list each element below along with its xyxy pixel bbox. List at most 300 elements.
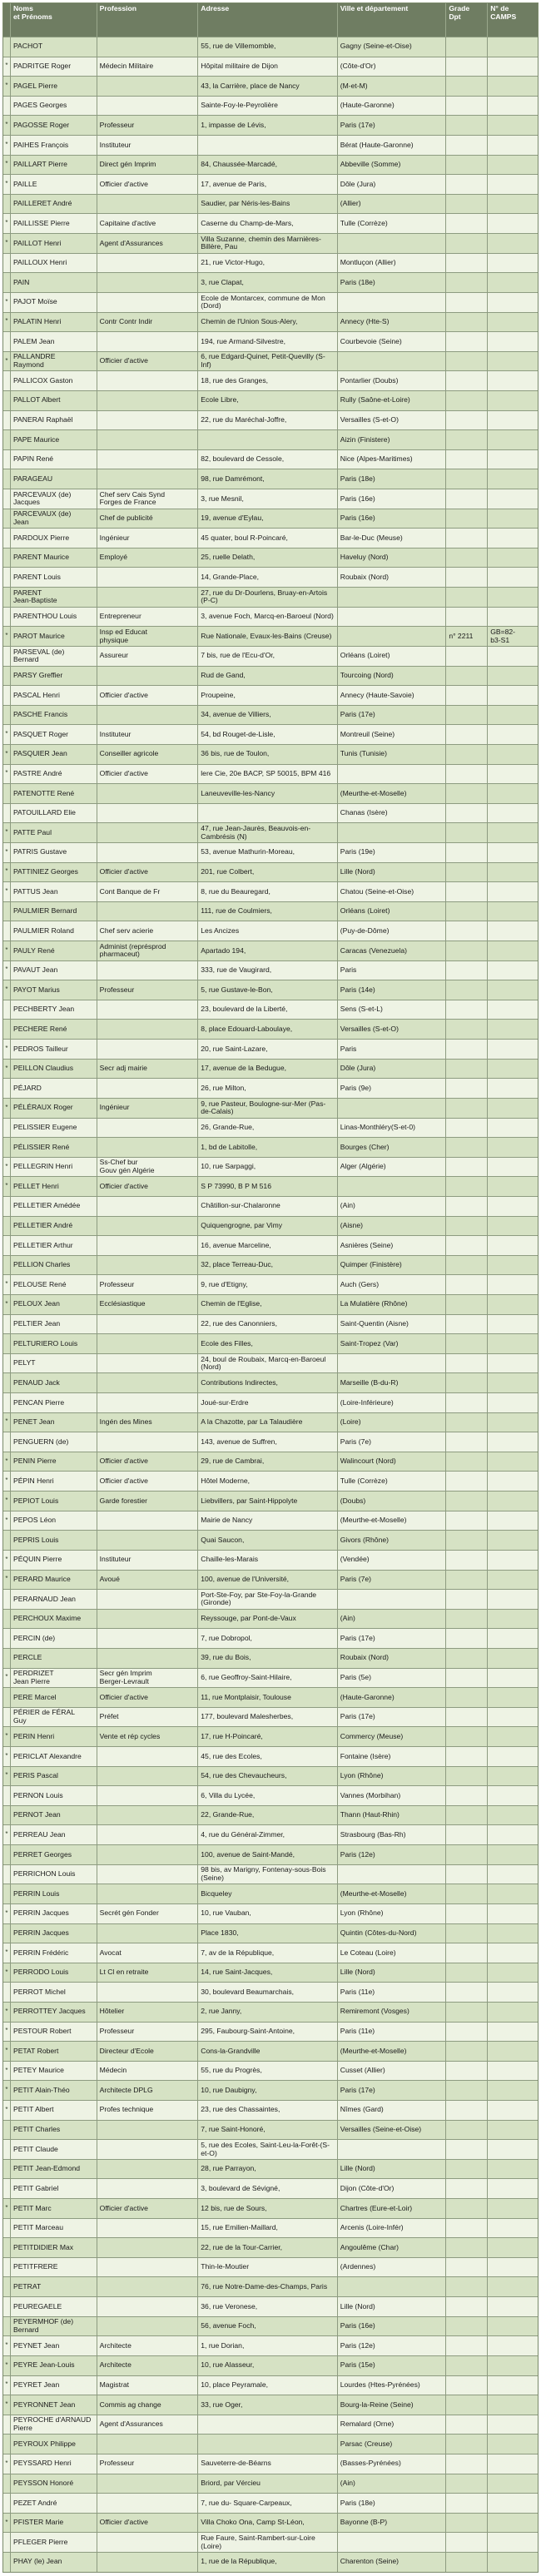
city-cell: Lille (Nord) — [337, 2297, 446, 2316]
address-cell: 10, rue Daubigny, — [197, 2081, 336, 2100]
row-mark: * — [5, 2105, 8, 2113]
profession-cell: Médecin — [97, 2062, 198, 2081]
camps-cell — [487, 371, 538, 390]
city-cell: Strasbourg (Bas-Rh) — [337, 1825, 446, 1844]
address-cell: 7, rue Dobropol, — [197, 1629, 336, 1648]
grade-cell — [445, 195, 487, 214]
camps-cell — [487, 2317, 538, 2336]
address-cell: 333, rue de Vaugirard, — [197, 961, 336, 980]
row-mark — [3, 1119, 10, 1138]
name-cell: PAULMIER Bernard — [10, 902, 97, 921]
table-row — [3, 351, 538, 371]
city-cell — [337, 352, 446, 371]
address-cell: 10, rue Alasseur, — [197, 2356, 336, 2375]
address-cell: 34, avenue de Villiers, — [197, 706, 336, 725]
table-row — [3, 783, 538, 803]
city-cell: Caracas (Venezuela) — [337, 941, 446, 960]
camps-cell — [487, 1806, 538, 1825]
profession-cell — [97, 2533, 198, 2552]
table-row — [3, 1550, 538, 1570]
name-cell: PENAUD Jack — [10, 1373, 97, 1392]
header-camps: N° de CAMPS — [487, 3, 538, 37]
table-row — [3, 1078, 538, 1098]
row-mark — [3, 254, 10, 273]
table-row — [3, 1609, 538, 1629]
city-cell: Lyon (Rhône) — [337, 1767, 446, 1786]
row-mark — [3, 1845, 10, 1864]
name-cell: PAGEL Pierre — [10, 77, 97, 96]
row-mark: * — [5, 1673, 8, 1681]
camps-cell — [487, 1727, 538, 1746]
grade-cell — [445, 156, 487, 175]
address-cell: A la Chazotte, par La Talaudière — [197, 1413, 336, 1432]
city-cell: Dôle (Jura) — [337, 175, 446, 194]
grade-cell — [445, 1373, 487, 1392]
grade-cell — [445, 1472, 487, 1491]
address-cell: 22, rue des Canonniers, — [197, 1315, 336, 1334]
row-mark: * — [5, 2341, 8, 2350]
table-row — [3, 312, 538, 332]
name-cell: PEYROUX Philippe — [10, 2435, 97, 2454]
profession-cell: Ss-Chef bur Gouv gén Algérie — [97, 1158, 198, 1177]
address-cell: Laneuveville-les-Nancy — [197, 784, 336, 803]
row-mark — [3, 529, 10, 548]
name-cell: PELOUX Jean — [10, 1295, 97, 1314]
grade-cell — [445, 2042, 487, 2061]
row-mark: * — [5, 985, 8, 994]
profession-cell: Cont Banque de Fr — [97, 882, 198, 901]
row-mark: * — [5, 297, 8, 305]
name-cell: PALEM Jean — [10, 332, 97, 351]
city-cell: Paris (12e) — [337, 2336, 446, 2355]
camps-cell — [487, 313, 538, 332]
address-cell: 36, rue Veronese, — [197, 2297, 336, 2316]
table-row — [3, 1137, 538, 1157]
address-cell: 1, rue de la République, — [197, 2553, 336, 2572]
city-cell: Auch (Gers) — [337, 1275, 446, 1294]
city-cell: Quintin (Côtes-du-Nord) — [337, 1924, 446, 1943]
name-cell: PERDRIZET Jean Pierre — [10, 1669, 97, 1688]
profession-cell: Instituteur — [97, 136, 198, 155]
grade-cell — [445, 1119, 487, 1138]
name-cell: PETEY Maurice — [10, 2062, 97, 2081]
table-row — [3, 803, 538, 823]
table-row — [3, 489, 538, 509]
row-mark: * — [5, 1044, 8, 1052]
grade-cell — [445, 1649, 487, 1668]
grade-cell — [445, 902, 487, 921]
name-cell: PERREAU Jean — [10, 1825, 97, 1844]
profession-cell — [97, 902, 198, 921]
profession-cell — [97, 2474, 198, 2494]
name-cell: PERRIN Jacques — [10, 1924, 97, 1943]
table-row — [3, 528, 538, 548]
camps-cell — [487, 2415, 538, 2435]
city-cell: (Puy-de-Dôme) — [337, 921, 446, 941]
name-cell: PECHBERTY Jean — [10, 1000, 97, 1020]
row-mark: * — [5, 769, 8, 777]
city-cell: Givors (Rhône) — [337, 1531, 446, 1550]
name-cell: PETIT Jean-Edmond — [10, 2160, 97, 2179]
row-mark: * — [5, 1908, 8, 1917]
camps-cell — [487, 234, 538, 253]
address-cell — [197, 804, 336, 823]
camps-cell — [487, 1571, 538, 1590]
name-cell: PELTIER Jean — [10, 1315, 97, 1334]
grade-cell — [445, 1786, 487, 1805]
row-mark: * — [5, 1830, 8, 1839]
name-cell: PÉLÉRAUX Roger — [10, 1099, 97, 1118]
city-cell — [337, 2533, 446, 2552]
camps-cell — [487, 2435, 538, 2454]
table-row — [3, 2474, 538, 2494]
name-cell: PEYSSARD Henri — [10, 2454, 97, 2474]
name-cell: PARENT Maurice — [10, 548, 97, 568]
camps-cell — [487, 2160, 538, 2179]
grade-cell — [445, 450, 487, 469]
grade-cell — [445, 2494, 487, 2513]
address-cell: 29, rue de Cambrai, — [197, 1452, 336, 1472]
city-cell: Fontaine (Isère) — [337, 1747, 446, 1766]
row-mark: * — [5, 1103, 8, 1111]
camps-cell — [487, 1197, 538, 1216]
name-cell: PEPOS Léon — [10, 1511, 97, 1531]
profession-cell — [97, 1197, 198, 1216]
name-cell: PFISTER Marie — [10, 2514, 97, 2533]
table-row — [3, 764, 538, 784]
table-row — [3, 646, 538, 666]
name-cell: PELYT — [10, 1354, 97, 1373]
address-cell: Contributions Indirectes, — [197, 1373, 336, 1392]
city-cell: Pontarlier (Doubs) — [337, 371, 446, 390]
city-cell: Paris (16e) — [337, 509, 446, 529]
camps-cell — [487, 843, 538, 862]
profession-cell: Conseiller agricole — [97, 745, 198, 764]
address-cell: Apartado 194, — [197, 941, 336, 960]
city-cell: Dijon (Côte-d'Or) — [337, 2179, 446, 2198]
row-mark: * — [5, 946, 8, 954]
city-cell: Tourcoing (Nord) — [337, 667, 446, 686]
profession-cell — [97, 568, 198, 587]
name-cell: PERCHOUX Maxime — [10, 1610, 97, 1629]
table-row — [3, 1687, 538, 1707]
name-cell: PEYERMHOF (de) Bernard — [10, 2317, 97, 2336]
address-cell: 43, la Carrière, place de Nancy — [197, 77, 336, 96]
table-row — [3, 429, 538, 449]
camps-cell — [487, 1669, 538, 1688]
camps-cell — [487, 725, 538, 744]
row-mark — [3, 1708, 10, 1727]
camps-cell — [487, 1491, 538, 1511]
address-cell: 22, rue du Maréchal-Joffre, — [197, 411, 336, 430]
name-cell: PAJOT Moïse — [10, 293, 97, 312]
camps-cell — [487, 2553, 538, 2572]
row-mark — [3, 509, 10, 529]
row-mark — [3, 2317, 10, 2336]
city-cell: Tulle (Corrèze) — [337, 1472, 446, 1491]
camps-cell — [487, 1924, 538, 1943]
row-mark — [3, 2277, 10, 2296]
address-cell: 10, rue Vauban, — [197, 1904, 336, 1923]
city-cell: Remiremont (Vosges) — [337, 2003, 446, 2022]
address-cell: 98, rue Damrémont, — [197, 469, 336, 489]
city-cell — [337, 1865, 446, 1884]
grade-cell — [445, 2140, 487, 2159]
row-mark — [3, 1924, 10, 1943]
grade-cell — [445, 332, 487, 351]
camps-cell — [487, 2336, 538, 2355]
table-row — [3, 272, 538, 292]
table-row — [3, 587, 538, 607]
camps-cell — [487, 1432, 538, 1452]
name-cell: PERRICHON Louis — [10, 1865, 97, 1884]
profession-cell: Professeur — [97, 980, 198, 1000]
row-mark: * — [5, 1457, 8, 1465]
profession-cell — [97, 1373, 198, 1392]
camps-cell — [487, 254, 538, 273]
grade-cell — [445, 823, 487, 842]
address-cell: 3, boulevard de Sévigné, — [197, 2179, 336, 2198]
profession-cell: Contr Contr Indir — [97, 313, 198, 332]
grade-cell — [445, 1099, 487, 1118]
camps-cell — [487, 961, 538, 980]
address-cell: 100, avenue de Saint-Mandé, — [197, 1845, 336, 1864]
address-cell: 45 quater, boul R-Poincaré, — [197, 529, 336, 548]
table-row — [3, 115, 538, 135]
grade-cell — [445, 1354, 487, 1373]
city-cell: Nice (Alpes-Maritimes) — [337, 450, 446, 469]
address-cell: 25, ruelle Delath, — [197, 548, 336, 568]
table-row — [3, 705, 538, 725]
camps-cell — [487, 804, 538, 823]
profession-cell — [97, 371, 198, 390]
address-cell: 19, avenue d'Eylau, — [197, 509, 336, 529]
table-row — [3, 96, 538, 116]
address-cell — [197, 136, 336, 155]
camps-cell — [487, 2003, 538, 2022]
address-cell: Briord, par Vércieu — [197, 2474, 336, 2494]
city-cell: Arcenis (Loire-Infér) — [337, 2219, 446, 2238]
table-row — [3, 862, 538, 882]
profession-cell: Secr gén Imprim Berger-Levrault — [97, 1669, 198, 1688]
row-mark — [3, 1688, 10, 1707]
table-row — [3, 292, 538, 312]
grade-cell — [445, 37, 487, 57]
camps-cell — [487, 2277, 538, 2296]
profession-cell — [97, 1432, 198, 1452]
address-cell: 6, Villa du Lycée, — [197, 1786, 336, 1805]
row-mark: * — [5, 2203, 8, 2211]
camps-cell — [487, 1119, 538, 1138]
city-cell: Bourges (Cher) — [337, 1138, 446, 1157]
profession-cell — [97, 1393, 198, 1412]
grade-cell — [445, 2395, 487, 2415]
name-cell: PERRIN Jacques — [10, 1904, 97, 1923]
table-row — [3, 213, 538, 233]
city-cell: Paris (12e) — [337, 1845, 446, 1864]
city-cell: Abbeville (Somme) — [337, 156, 446, 175]
row-mark — [3, 2494, 10, 2513]
row-mark: * — [5, 887, 8, 896]
address-cell: 8, rue du Beauregard, — [197, 882, 336, 901]
grade-cell — [445, 686, 487, 705]
name-cell: PAGOSSE Roger — [10, 116, 97, 135]
city-cell: Paris (17e) — [337, 2081, 446, 2100]
name-cell: PAIHES François — [10, 136, 97, 155]
table-row — [3, 331, 538, 351]
address-cell: Mairie de Nancy — [197, 1511, 336, 1531]
address-cell: Châtillon-sur-Chalaronne — [197, 1197, 336, 1216]
profession-cell: Professeur — [97, 1275, 198, 1294]
city-cell: Paris — [337, 961, 446, 980]
row-mark — [3, 548, 10, 568]
table-row — [3, 1274, 538, 1294]
table-row — [3, 1530, 538, 1550]
camps-cell — [487, 823, 538, 842]
city-cell: Aizin (Finistere) — [337, 430, 446, 449]
row-mark — [3, 1806, 10, 1825]
profession-cell — [97, 588, 198, 607]
city-cell: Roubaix (Nord) — [337, 1649, 446, 1668]
city-cell: Saint-Tropez (Var) — [337, 1334, 446, 1353]
row-mark — [3, 2435, 10, 2454]
row-mark: * — [5, 1751, 8, 1760]
row-mark — [3, 195, 10, 214]
row-mark — [3, 706, 10, 725]
camps-cell — [487, 2533, 538, 2552]
grade-cell — [445, 1983, 487, 2002]
row-mark: * — [5, 140, 8, 148]
table-row — [3, 1824, 538, 1844]
camps-cell — [487, 686, 538, 705]
profession-cell — [97, 2553, 198, 2572]
table-row — [3, 2335, 538, 2355]
table-row — [3, 76, 538, 96]
grade-cell — [445, 529, 487, 548]
camps-cell — [487, 1963, 538, 1983]
name-cell: PEYRE Jean-Louis — [10, 2356, 97, 2375]
table-row — [3, 1570, 538, 1590]
row-mark — [3, 608, 10, 627]
grade-cell — [445, 1708, 487, 1727]
name-cell: PELLION Charles — [10, 1256, 97, 1275]
city-cell: Paris (17e) — [337, 706, 446, 725]
row-mark — [3, 1079, 10, 1098]
city-cell: (Allier) — [337, 195, 446, 214]
address-cell: 3, avenue Foch, Marcq-en-Baroeul (Nord) — [197, 608, 336, 627]
city-cell: Paris (9e) — [337, 1079, 446, 1098]
grade-cell: n° 2211 — [445, 627, 487, 646]
camps-cell — [487, 1413, 538, 1432]
grade-cell — [445, 1079, 487, 1098]
table-row — [3, 626, 538, 646]
row-mark: * — [5, 1477, 8, 1485]
profession-cell — [97, 1649, 198, 1668]
name-cell: PERARD Maurice — [10, 1571, 97, 1590]
address-cell: 7, rue du- Square-Carpeaux, — [197, 2494, 336, 2513]
address-cell: 11, rue Montplaisir, Toulouse — [197, 1688, 336, 1707]
grade-cell — [445, 1000, 487, 1020]
row-mark: * — [5, 1732, 8, 1740]
city-cell: Orléans (Loiret) — [337, 647, 446, 666]
table-row — [3, 2316, 538, 2336]
grade-cell — [445, 1452, 487, 1472]
grade-cell — [445, 1432, 487, 1452]
profession-cell — [97, 469, 198, 489]
grade-cell — [445, 1177, 487, 1196]
grade-cell — [445, 2238, 487, 2257]
address-cell: 143, avenue de Suffren, — [197, 1432, 336, 1452]
row-mark — [3, 2415, 10, 2435]
camps-cell — [487, 2356, 538, 2375]
table-row — [3, 469, 538, 489]
camps-cell — [487, 1786, 538, 1805]
city-cell: Vannes (Morbihan) — [337, 1786, 446, 1805]
camps-cell — [487, 1158, 538, 1177]
city-cell: Paris (18e) — [337, 469, 446, 489]
city-cell: Bayonne (B-P) — [337, 2514, 446, 2533]
row-mark: * — [5, 2066, 8, 2074]
camps-cell — [487, 37, 538, 57]
row-mark — [3, 1138, 10, 1157]
name-cell: PEDROS Tailleur — [10, 1040, 97, 1059]
grade-cell — [445, 2062, 487, 2081]
city-cell: Paris (5e) — [337, 1669, 446, 1688]
profession-cell: Médecin Militaire — [97, 57, 198, 77]
address-cell: 8, place Edouard-Laboulaye, — [197, 1020, 336, 1039]
grade-cell — [445, 1256, 487, 1275]
name-cell: PELLETIER Arthur — [10, 1236, 97, 1255]
row-mark: * — [5, 1968, 8, 1976]
name-cell: PÉRIER de FÉRAL Guy — [10, 1708, 97, 1727]
address-cell: 36 bis, rue de Toulon, — [197, 745, 336, 764]
address-cell: 1, bd de Labitolle, — [197, 1138, 336, 1157]
name-cell: PHAY (le) Jean — [10, 2553, 97, 2572]
profession-cell — [97, 430, 198, 449]
profession-cell: Lt Cl en retraite — [97, 1963, 198, 1983]
profession-cell — [97, 1256, 198, 1275]
name-cell: PETITFRERE — [10, 2258, 97, 2277]
profession-cell — [97, 1354, 198, 1373]
row-mark — [3, 1531, 10, 1550]
table-row — [3, 1726, 538, 1746]
city-cell: Paris (7e) — [337, 1571, 446, 1590]
address-cell: Chaille-les-Marais — [197, 1551, 336, 1570]
name-cell: PALATIN Henri — [10, 313, 97, 332]
city-cell — [337, 2140, 446, 2159]
name-cell: PERE Marcel — [10, 1688, 97, 1707]
city-cell: Annecy (Haute-Savoie) — [337, 686, 446, 705]
table-row — [3, 1059, 538, 1079]
table-row — [3, 2237, 538, 2257]
row-mark — [3, 2179, 10, 2198]
city-cell: Parsac (Creuse) — [337, 2435, 446, 2454]
address-cell: 15, rue Emilien-Maillard, — [197, 2219, 336, 2238]
city-cell: (Doubs) — [337, 1491, 446, 1511]
table-row — [3, 2257, 538, 2277]
camps-cell — [487, 1610, 538, 1629]
camps-cell — [487, 2140, 538, 2159]
header-city: Ville et département — [337, 3, 446, 37]
city-cell — [337, 1354, 446, 1373]
profession-cell — [97, 2160, 198, 2179]
grade-cell — [445, 2317, 487, 2336]
grade-cell — [445, 1688, 487, 1707]
row-mark — [3, 332, 10, 351]
camps-cell — [487, 469, 538, 489]
table-row — [3, 548, 538, 568]
grade-cell — [445, 882, 487, 901]
